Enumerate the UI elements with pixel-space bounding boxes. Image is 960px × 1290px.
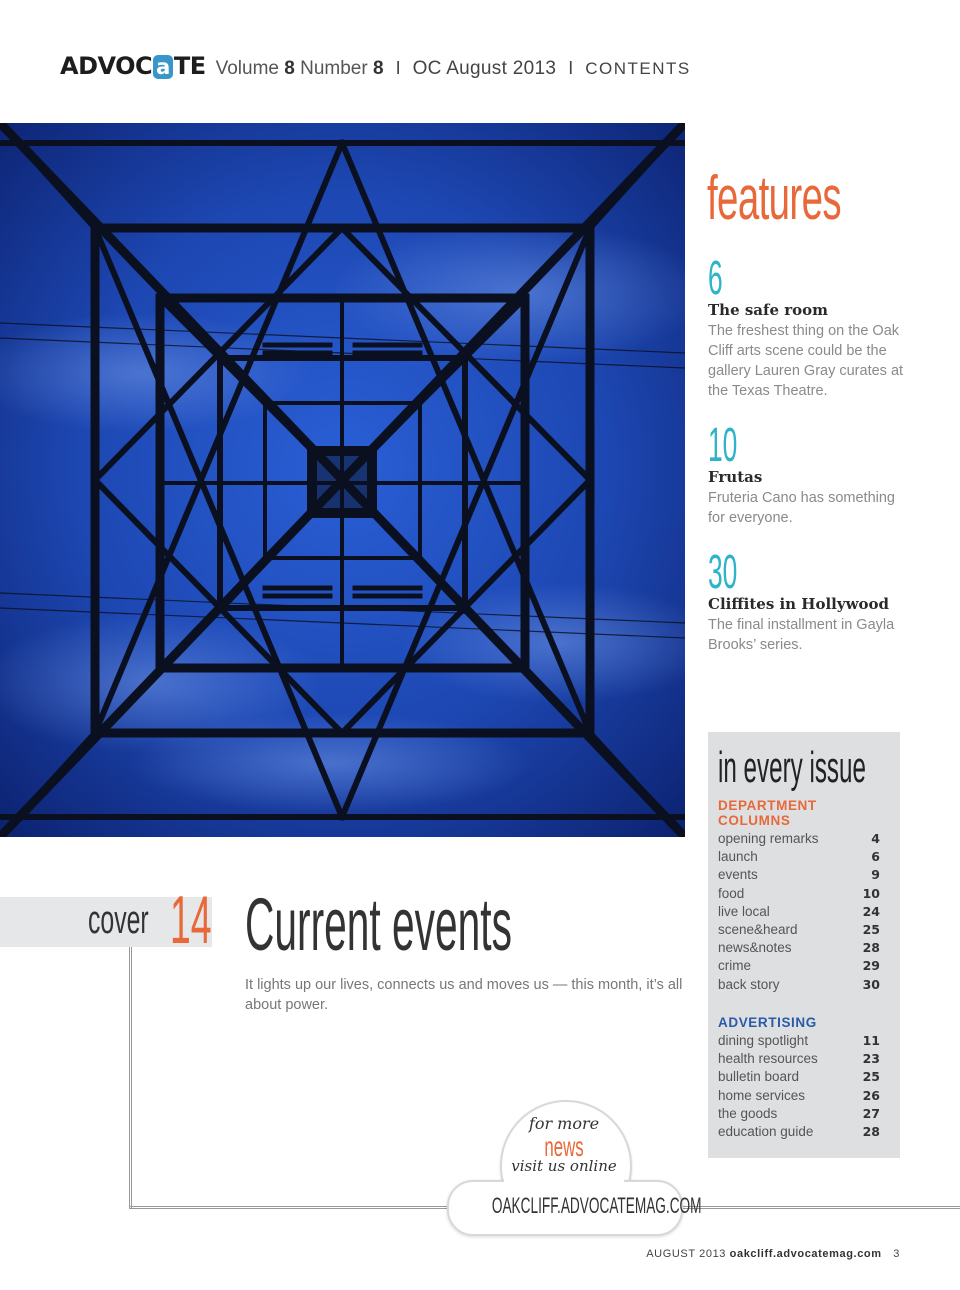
callout-visit-online: visit us online (511, 1157, 617, 1175)
cover-photo-power-tower (0, 123, 685, 837)
item-page: 23 (862, 1051, 880, 1067)
list-item[interactable] (718, 1068, 880, 1086)
item-label: crime (718, 958, 751, 974)
advertising-heading: ADVERTISING (718, 1015, 817, 1030)
list-item[interactable] (718, 1032, 880, 1050)
volume-number: 8 (284, 58, 295, 79)
feature-item[interactable] (708, 252, 913, 401)
list-item[interactable] (718, 1105, 880, 1123)
item-label: back story (718, 976, 780, 992)
masthead (60, 52, 691, 82)
item-page: 30 (862, 976, 880, 992)
list-item[interactable] (718, 1087, 880, 1105)
item-page: 28 (862, 1123, 880, 1139)
volume-label: Volume (215, 58, 279, 79)
list-item[interactable] (718, 885, 880, 903)
website-link[interactable]: OAKCLIFF.ADVOCATEMAG.COM (491, 1193, 702, 1218)
list-item[interactable] (718, 957, 880, 975)
every-issue-panel (708, 732, 900, 1158)
item-label: scene&heard (718, 921, 798, 937)
logo-a-mark: a (153, 55, 173, 79)
feature-page-number: 6 (708, 252, 723, 305)
issue-number: 8 (372, 58, 384, 79)
feature-item[interactable] (708, 419, 913, 528)
item-page: 28 (862, 940, 880, 956)
item-page: 25 (862, 921, 880, 937)
every-issue-heading: in every issue (718, 743, 866, 792)
issue-date: OC August 2013 (412, 58, 557, 79)
item-label: live local (718, 903, 770, 919)
item-page: 29 (862, 958, 880, 974)
callout-for-more: for more (528, 1114, 600, 1133)
item-page: 6 (871, 849, 880, 865)
list-item[interactable] (718, 866, 880, 884)
logo-text-end: TE (173, 52, 206, 80)
feature-title: Frutas (708, 468, 763, 486)
item-label: dining spotlight (718, 1033, 809, 1048)
logo-text-start: ADVOC (60, 52, 153, 80)
item-page: 9 (871, 867, 880, 883)
cover-label: cover (88, 898, 149, 942)
item-label: bulletin board (718, 1069, 800, 1085)
item-page: 24 (862, 903, 880, 919)
list-item[interactable] (718, 1050, 880, 1068)
section-title: CONTENTS (585, 59, 691, 78)
item-label: education guide (718, 1123, 814, 1139)
frame-line-vertical (129, 947, 132, 1209)
department-columns-list (718, 830, 880, 994)
item-label: launch (718, 849, 758, 865)
number-label: Number (300, 58, 368, 79)
page-footer (646, 1248, 900, 1260)
item-label: the goods (718, 1105, 778, 1121)
advocate-logo[interactable] (60, 52, 206, 80)
list-item[interactable] (718, 848, 880, 866)
item-page: 27 (862, 1105, 880, 1121)
item-label: food (718, 885, 745, 901)
cover-story-title[interactable]: Current events (245, 883, 512, 966)
feature-description: The freshest thing on the Oak Cliff arts scene could be the gallery Lauren Gray curates at the Texas Theatre. (708, 323, 904, 399)
callout-news: news (544, 1131, 584, 1162)
cover-page-number: 14 (170, 882, 212, 958)
feature-description: The final installment in Gayla Brooks’ series. (708, 617, 895, 653)
footer-date: AUGUST 2013 (646, 1248, 727, 1260)
feature-item[interactable] (708, 546, 913, 655)
department-columns-heading: DEPARTMENT COLUMNS (718, 798, 817, 828)
list-item[interactable] (718, 921, 880, 939)
cover-story-description: It lights up our lives, connects us and moves us — this month, it’s all about power. (245, 977, 683, 1013)
list-item[interactable] (718, 830, 880, 848)
feature-page-number: 10 (708, 419, 738, 472)
list-item[interactable] (718, 976, 880, 994)
feature-title: Cliffites in Hollywood (708, 595, 890, 613)
list-item[interactable] (718, 903, 880, 921)
page-number: 3 (893, 1248, 900, 1260)
features-heading: features (707, 164, 841, 233)
item-label: events (718, 867, 758, 883)
item-label: home services (718, 1087, 806, 1103)
item-page: 25 (862, 1069, 880, 1085)
item-label: opening remarks (718, 831, 819, 846)
advertising-list (718, 1032, 880, 1141)
header-separator: I (395, 58, 401, 78)
list-item[interactable] (718, 1123, 880, 1141)
item-label: news&notes (718, 940, 792, 956)
header-separator: I (568, 58, 574, 78)
list-item[interactable] (718, 939, 880, 957)
footer-site[interactable]: oakcliff.advocatemag.com (729, 1248, 882, 1260)
feature-page-number: 30 (708, 546, 738, 599)
item-page: 4 (871, 831, 880, 846)
issue-volume (216, 58, 384, 80)
item-page: 11 (862, 1033, 880, 1048)
feature-description: Fruteria Cano has something for everyone. (708, 490, 895, 526)
item-page: 10 (862, 885, 880, 901)
item-page: 26 (862, 1087, 880, 1103)
feature-title: The safe room (708, 301, 828, 319)
item-label: health resources (718, 1051, 818, 1067)
